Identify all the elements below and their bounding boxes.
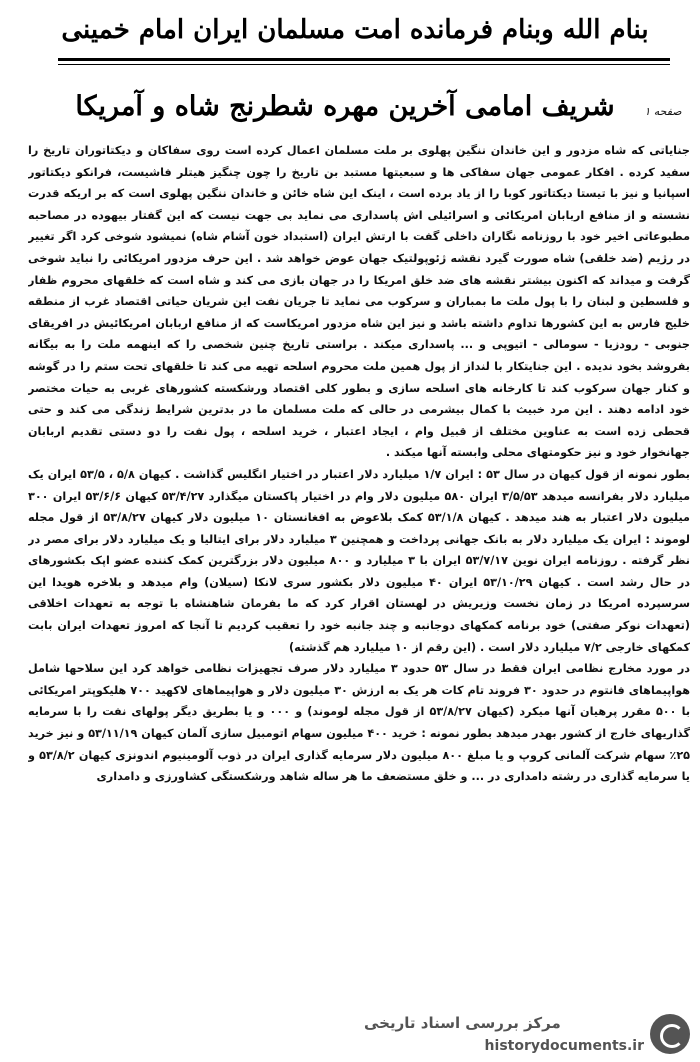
article-paragraph: در مورد مخارج نظامی ایران فقط در سال ۵۳ حدود ۳ میلیارد دلار صرف تجهیزات نظامی خواهد کرد این سلاحها شامل هواپیماهای فانتوم در حدود ۳۰ فروند تام کات هر یک به ارزش ۳۰ میلیون دلار و هواپیماهای لاکهید ۷۰۰ هلیکوپتر امریکائی با ۵۰۰ مقرر پرهیان آنها میکرد (کیهان ۵۳/۸/۲۷ از قول مجله لوموند) و ۰۰۰ و یا بطریق دیگر پولهای نفت را با سرمایه گذاریهای خارج از کشور بهدر میدهد بطور نمونه : خرید ۴۰۰ میلیون سهام اتومبیل سازی آلمان کیهان ۵۳/۱۱/۱۹ و نیز خرید ۲۵٪ سهام شرکت آلمانی کروپ و یا مبلغ ۸۰۰ میلیون دلار سرمایه گذاری ایران در ذوب آلومینیوم اندونزی کیهان ۵۳/۸/۲ و یا سرمایه گذاری در رشته دامداری در ... و خلق مستضعف ما هر ساله شاهد ورشکستگی کشاورزی و دامداری (28, 662, 690, 784)
watermark (360, 1010, 690, 1060)
watermark-url: historydocuments.ir (484, 1038, 644, 1054)
article-body (28, 140, 690, 1010)
watermark-title: مرکز بررسی اسناد تاریخی (364, 1014, 561, 1032)
header-rule-thin (58, 64, 670, 65)
article-title: شریف امامی آخرین مهره شطرنج شاه و آمریکا (75, 91, 615, 122)
page-label: صفحه ۱ (644, 105, 682, 118)
article-paragraph: جنایاتی که شاه مزدور و این خاندان ننگین پهلوی بر ملت مسلمان اعمال کرده است روی سفاکان و دیکتاتوران تاریخ را سفید کرده . افکار عمومی جهان سفاکی ها و سبعیتها مستبد بن تاریخ را چون چنگیز هیتلر فاشیست، فرانکو دیکتاتور اسپانیا و نیز با تیستا دیکتاتور کوبا را از یاد برده است ، اینک این شاه خائن و خاندان ننگین پهلوی است که بر اریکه قدرت نشسته و از منافع اربابان امریکائی و اسرائیلی اش پاسداری می نماید بی جهت نیست که این گفتار بیهوده در مصاحبه مطبوعاتی اخیر خود با روزنامه نگاران داخلی گفت با ارتش ایران (استبداد خون آشام شاه) نمیشود شوخی کرد اگر تغییر در رژیم (ضد خلقی) شاه صورت گیرد نقشه ژئوپولتیک جهان عوض خواهد شد . این حرف مزدور امریکائی را نباید شوخی گرفت و میداند که اکنون بیشتر نقشه های ضد خلق امریکا را در جهان بازی می کند و شاه است که خلقهای محروم ظفار و فلسطین و لبنان را با پول ملت ما بمباران و سرکوب می نماید تا جریان نفت این شریان حیاتی اقتصاد غرب از منطقه خلیج فارس به این کشورها تداوم داشته باشد و نیز این شاه مزدور امریکاست که از منافع اربابان امریکائیش در افریقای جنوبی - رودزیا - سومالی - اتیوپی و ... پاسداری میکند . براستی تاریخ چنین شخصی را که اینهمه ملت را به بیگانه بفروشد بخود ندیده . این جنایتکار با لنداز از پول همین ملت محروم اسلحه تهیه می کند تا خلقهای تحت ستم را در گوشه و کنار جهان سرکوب کند تا کارخانه های اسلحه سازی و بطور کلی اقتصاد ورشکسته کشورهای غربی به حیات مختصر خود ادامه دهند . این مرد خبیث با کمال بیشرمی در حالی که ملت مسلمان ما در بدترین شرایط زندگی می کند و حتی قحطی زده است به عناوین مختلف از قبیل وام ، ایجاد اعتبار ، خرید اسلحه ، پول نفت را دو دستی تقدیم اربابان جهانخوار خود و نیز حکومتهای محلی وابسته آنها میکند . (28, 144, 690, 460)
archive-logo-icon (650, 1014, 690, 1054)
header-rule (58, 58, 670, 61)
article-paragraph: بطور نمونه از قول کیهان در سال ۵۳ : ایران ۱/۷ میلیارد دلار اعتبار در اختیار انگلیس گذاشت . کیهان ۵/۸ ، ۵۳/۵ ایران یک میلیارد دلار بفرانسه میدهد ۳/۵/۵۳ ایران ۵۸۰ میلیون دلار وام در اختیار پاکستان میگذارد ۵۳/۴/۲۷ کیهان ۵۳/۶/۶ ایران ۳۰۰ میلیون دلار اعتبار به هند میدهد . کیهان ۵۳/۱/۸ کمک بلاعوض به افغانستان ۱۰ میلیون دلار کیهان ۵۳/۸/۲۷ از قول مجله لوموند : ایران یک میلیارد دلار به بانک جهانی پرداخت و همچنین ۳ میلیارد دلار برای ایتالیا و یک میلیارد دلار برای مصر در نظر گرفته . روزنامه ایران نوین ۵۳/۷/۱۷ ایران با ۳ میلیارد و ۸۰۰ میلیون دلار بزرگترین کمک کننده عضو اپک بکشورهای در حال رشد است . کیهان ۵۳/۱۰/۲۹ ایران ۴۰ میلیون دلار بکشور سری لانکا (سیلان) وام میدهد و بلاخره هویدا این سرسپرده امریکا در زمان نخست وزیریش در لهستان اقرار کرد که ما بفرمان شاهنشاه با توجه به تعهدات اخلاقی (تعهدات نوکر صفتی) خود برنامه کمکهای دوجانبه و چند جانبه خود را تعقیب کردیم تا آنجا که امروز تعهدات ایران بابت کمکهای خارجی ۷/۲ میلیارد دلار است . (این رقم از ۱۰ میلیارد هم گذشته) (28, 467, 690, 654)
header-title: بنام الله وبنام فرمانده امت مسلمان ایران امام خمینی (61, 15, 649, 45)
